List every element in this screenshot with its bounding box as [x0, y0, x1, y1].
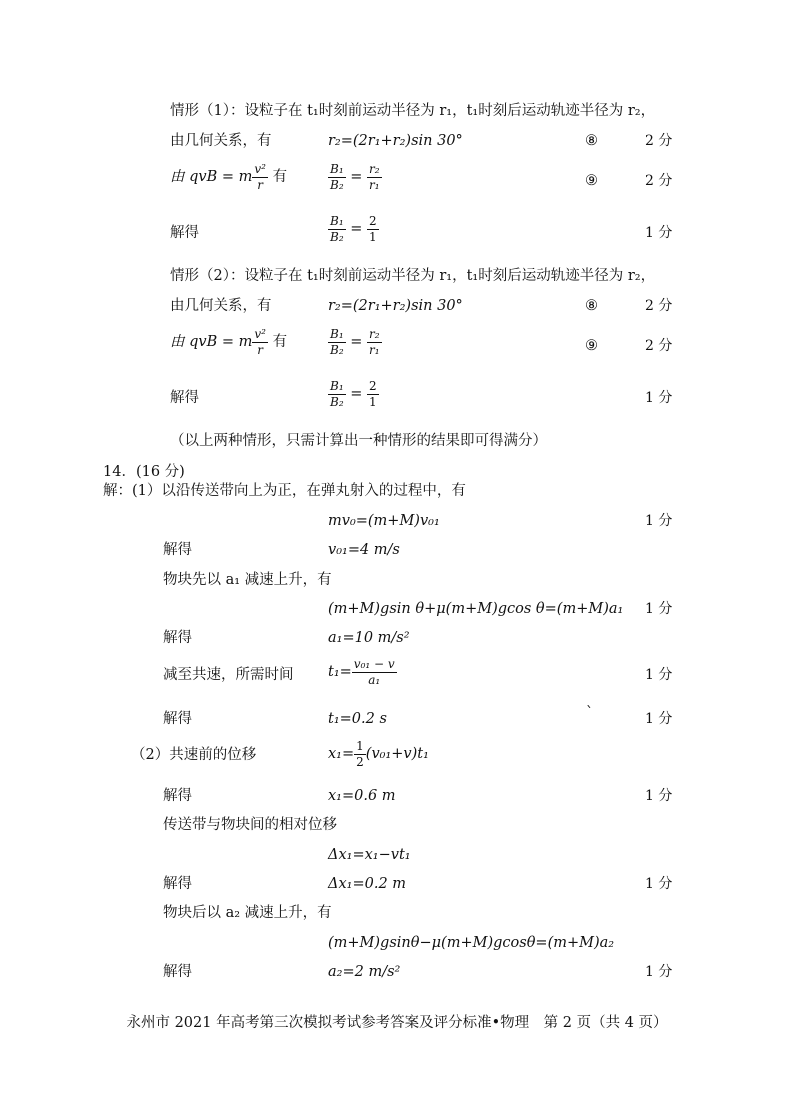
case2-solve-score: 1 分 [645, 390, 673, 406]
q14-header: 14．(16 分) [103, 464, 185, 480]
case2-qvb: 由 qvB = m $\frac{\text{v²}}{r}$ 有 [170, 327, 288, 357]
q14-eq2: (m+M)gsin θ+μ(m+M)gcos θ=(m+M)a₁ [328, 601, 624, 617]
q14-solve4-label: 解得 [163, 788, 192, 804]
case1-qvb: 由 qvB = m $\frac{\text{v²}}{r}$ 有 [170, 162, 288, 192]
case2-solve-ratio: $\frac{\text{B₁}}{\text{B₂}}$ = $\frac{2}{1}$ [330, 379, 377, 409]
case1-qvb-score: 2 分 [645, 173, 673, 189]
case1-ratio: $\frac{\text{B₁}}{\text{B₂}}$ = $\frac{\text{r₂}}{\text{r₁}}$ [330, 162, 380, 192]
q14-solve5-score: 1 分 [645, 876, 673, 892]
case1-solve-label: 解得 [170, 225, 199, 241]
q14-block1-label: 物块先以 a₁ 减速上升，有 [163, 572, 332, 588]
case1-solve-score: 1 分 [645, 225, 673, 241]
case2-solve-label: 解得 [170, 390, 199, 406]
q14-solve2-label: 解得 [163, 630, 192, 646]
q14-x1-eq: x₁= $\frac{1}{2}$ (v₀₁+v)t₁ [328, 739, 429, 769]
q14-solve1-label: 解得 [163, 542, 192, 558]
case1-qvb-num: ⑨ [585, 173, 598, 189]
case2-geom-eq: r₂=(2r₁+r₂)sin 30° [328, 298, 463, 314]
case2-geom-num: ⑧ [585, 298, 598, 314]
q14-eq1-score: 1 分 [645, 513, 673, 529]
q14-solve6: a₂=2 m/s² [328, 964, 401, 980]
case1-intro: 情形（1）：设粒子在 t₁时刻前运动半径为 r₁，t₁时刻后运动轨迹半径为 r₂， [170, 103, 656, 119]
case2-qvb-score: 2 分 [645, 338, 673, 354]
q14-solve3-score: 1 分 [645, 711, 673, 727]
q14-solve6-label: 解得 [163, 964, 192, 980]
page-footer: 永州市 2021 年高考第三次模拟考试参考答案及评分标准•物理 第 2 页（共 4 页） [126, 1015, 668, 1031]
q14-solve3: t₁=0.2 s [328, 711, 387, 727]
q14-solve6-score: 1 分 [645, 964, 673, 980]
case1-geom-eq: r₂=(2r₁+r₂)sin 30° [328, 133, 463, 149]
q14-time-label: 减至共速，所需时间 [163, 667, 294, 683]
q14-solve4-score: 1 分 [645, 788, 673, 804]
q14-eq2-score: 1 分 [645, 601, 673, 617]
q14-block2-label: 物块后以 a₂ 减速上升，有 [163, 905, 332, 921]
case1-solve-ratio: $\frac{\text{B₁}}{\text{B₂}}$ = $\frac{2}{1}$ [330, 214, 377, 244]
q14-eq3: (m+M)gsinθ−μ(m+M)gcosθ=(m+M)a₂ [328, 935, 615, 951]
case2-geom-score: 2 分 [645, 298, 673, 314]
q14-solve4: x₁=0.6 m [328, 788, 396, 804]
case2-geom-label: 由几何关系，有 [170, 298, 272, 314]
stray-mark: ` [586, 705, 594, 721]
case1-geom-label: 由几何关系，有 [170, 133, 272, 149]
q14-rel-eq: Δx₁=x₁−vt₁ [328, 847, 411, 863]
case2-intro: 情形（2）：设粒子在 t₁时刻前运动半径为 r₁，t₁时刻后运动轨迹半径为 r₂， [170, 268, 656, 284]
q14-solve3-label: 解得 [163, 711, 192, 727]
q14-solve2: a₁=10 m/s² [328, 630, 410, 646]
q14-rel-label: 传送带与物块间的相对位移 [163, 817, 337, 833]
case1-geom-score: 2 分 [645, 133, 673, 149]
q14-solve1: v₀₁=4 m/s [328, 542, 400, 558]
grading-note: （以上两种情形，只需计算出一种情形的结果即可得满分） [170, 433, 547, 449]
q14-eq1: mv₀=(m+M)v₀₁ [328, 513, 440, 529]
q14-solve5-label: 解得 [163, 876, 192, 892]
q14-time-score: 1 分 [645, 667, 673, 683]
case1-geom-num: ⑧ [585, 133, 598, 149]
q14-part2-label: （2）共速前的位移 [131, 747, 257, 763]
case2-ratio: $\frac{\text{B₁}}{\text{B₂}}$ = $\frac{\text{r₂}}{\text{r₁}}$ [330, 327, 380, 357]
q14-intro: 解：(1）以沿传送带向上为正，在弹丸射入的过程中，有 [103, 483, 466, 499]
q14-solve5: Δx₁=0.2 m [328, 876, 407, 892]
case2-qvb-num: ⑨ [585, 338, 598, 354]
q14-time-eq: t₁= $\frac{\text{v₀₁ − v}}{\text{a₁}}$ [328, 657, 395, 687]
